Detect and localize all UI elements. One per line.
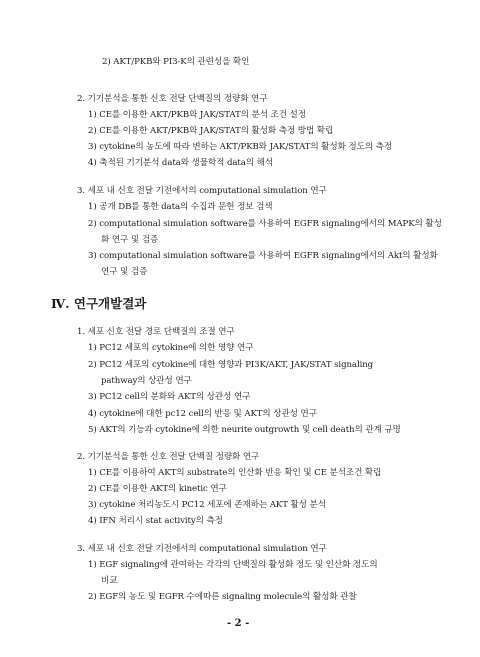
section-title: 1. 세포 신호 전달 경로 단백질의 조절 연구 [77,327,235,337]
list-item-continuation: 화 연구 및 검증 [101,235,159,245]
section-title: 2. 기기분석을 통한 신호 전달 단백질의 정량화 연구 [77,94,268,104]
list-item: 1) CE를 이용한 AKT/PKB와 JAK/STAT의 분석 조건 설정 [88,110,306,120]
list-item: 1) 공개 DB를 통한 data의 수집과 문헌 정보 검색 [88,202,273,212]
list-item-continuation: 비교 [101,576,118,586]
list-item-continuation: 연구 및 검증 [101,267,148,277]
list-item: 4) 축적된 기기분석 data와 생물학적 data의 해석 [88,158,274,168]
section-title: 3. 세포 내 신호 전달 기전에서의 computational simulation 연구 [77,544,327,554]
list-item: 4) cytokine에 대한 pc12 cell의 반응 및 AKT의 상관성 연구 [88,409,317,419]
list-item: 2) CE를 이용한 AKT의 kinetic 연구 [88,484,227,494]
text-line: 2) AKT/PKB와 PI3-K의 관련성을 확인 [102,57,250,67]
list-item: 2) PC12 세포의 cytokine에 대한 영향과 PI3K/AKT, JAK/STAT signaling [88,360,374,370]
list-item: 3) cytokine 처리농도시 PC12 세포에 존재하는 AKT 활성 분석 [88,500,326,510]
section-title: 3. 세포 내 신호 전달 기전에서의 computational simulation 연구 [77,186,327,196]
list-item: 1) EGF signaling에 관여하는 각각의 단백질의 활성화 정도 및 인산화 정도의 [88,560,378,570]
list-item: 2) computational simulation software를 사용하여 EGFR signaling에서의 MAPK의 활성 [88,219,442,229]
chapter-heading: Ⅳ. 연구개발결과 [51,296,147,311]
list-item-continuation: pathway의 상관성 연구 [101,376,192,386]
list-item: 3) computational simulation software를 사용하여 EGFR signaling에서의 Akt의 활성화 [88,251,438,261]
list-item: 2) EGF의 농도 및 EGFR 수에따른 signaling molecule의 활성화 관찰 [88,592,357,602]
page-number: - 2 - [227,618,250,629]
list-item: 2) CE를 이용한 AKT/PKB와 JAK/STAT의 활성화 측정 방법 확립 [88,126,334,136]
list-item: 1) PC12 세포의 cytokine에 의한 영향 연구 [88,343,254,353]
list-item: 1) CE를 이용하여 AKT의 substrate의 인산화 반응 확인 및 CE 분석조건 확립 [88,468,382,478]
list-item: 3) cytokine의 농도에 따라 변하는 AKT/PKB와 JAK/STAT의 활성화 정도의 측정 [88,142,393,152]
list-item: 5) AKT의 기능과 cytokine에 의한 neurite outgrowth 및 cell death의 관계 규명 [88,425,401,435]
section-title: 2. 기기분석을 통한 신호 전달 단백질 정량화 연구 [77,452,260,462]
list-item: 3) PC12 cell의 분화와 AKT의 상관성 연구 [88,392,251,402]
list-item: 4) IFN 처리시 stat activity의 측정 [88,516,223,526]
